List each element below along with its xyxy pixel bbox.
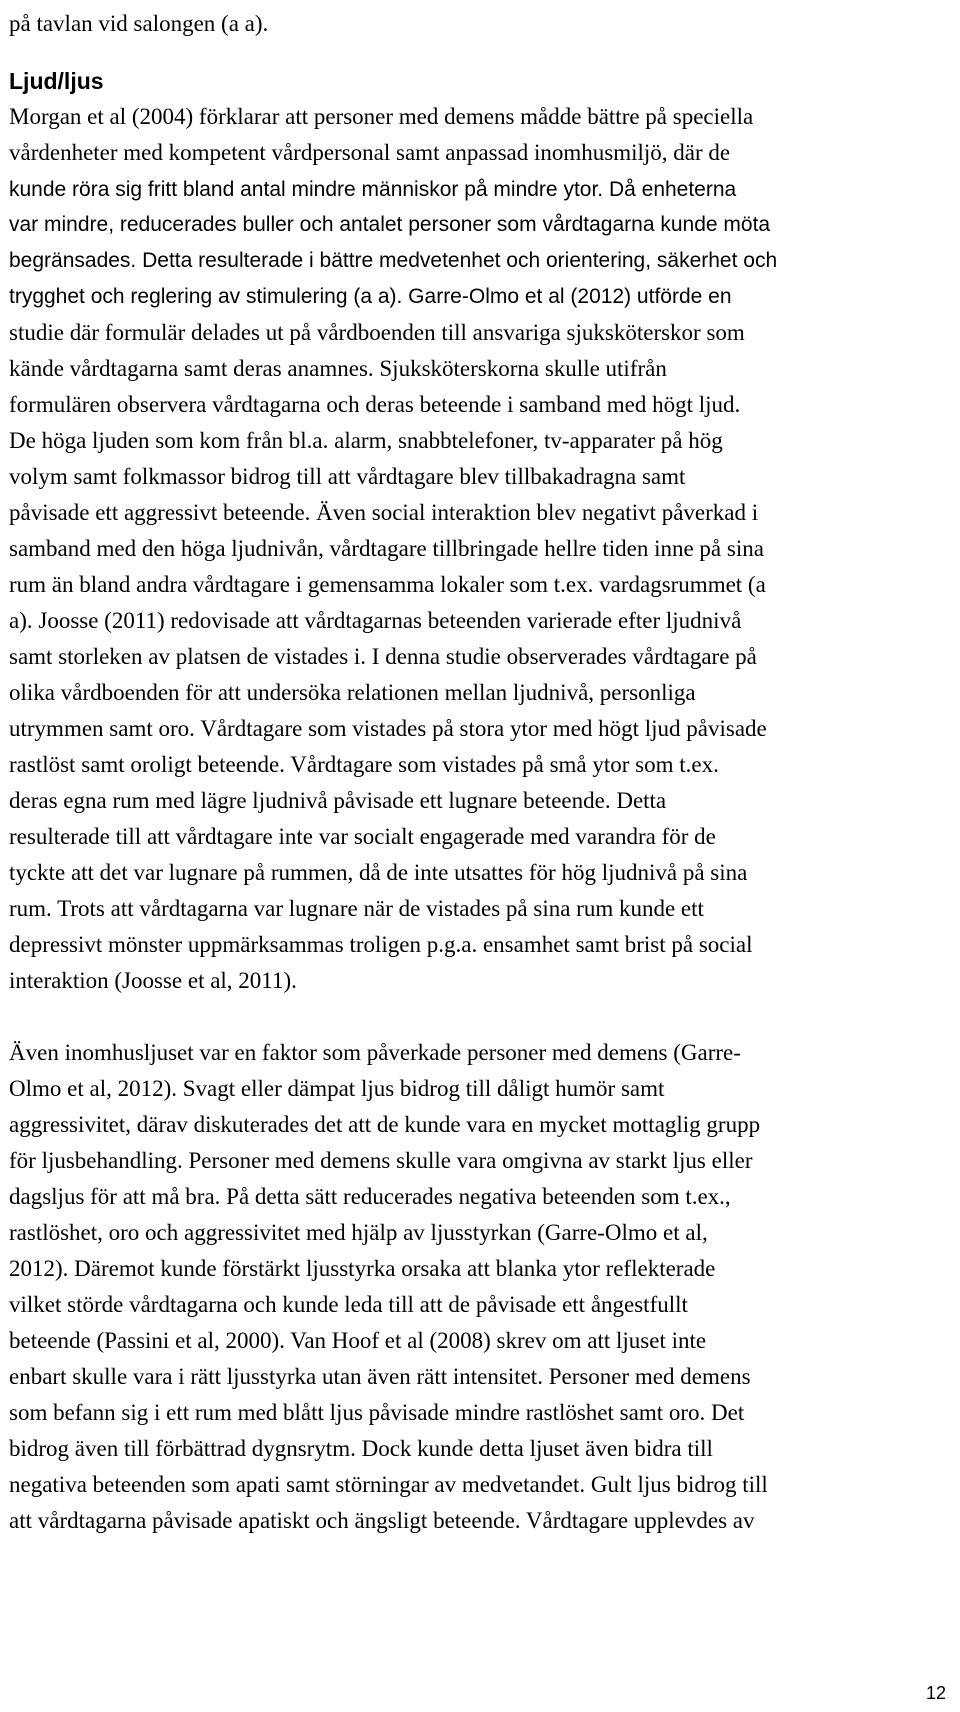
section-heading: Ljud/ljus	[9, 68, 104, 94]
top-line: på tavlan vid salongen (a a).	[9, 11, 269, 36]
text-line: att vårdtagarna påvisade apatiskt och ängsligt beteende. Vårdtagare upplevdes av	[9, 1508, 755, 1533]
text-line: volym samt folkmassor bidrog till att vårdtagare blev tillbakadragna samt	[9, 464, 686, 489]
text-line: vårdenheter med kompetent vårdpersonal samt anpassad inomhusmiljö, där de	[9, 140, 731, 165]
text-line: utrymmen samt oro. Vårdtagare som vistades på stora ytor med högt ljud påvisade	[9, 716, 767, 741]
text-line: rastlöst samt oroligt beteende. Vårdtagare som vistades på små ytor som t.ex.	[9, 752, 719, 777]
text-line: depressivt mönster uppmärksammas troligen p.g.a. ensamhet samt brist på social	[9, 932, 753, 957]
text-line: interaktion (Joosse et al, 2011).	[9, 968, 297, 993]
text-line: 2012). Däremot kunde förstärkt ljusstyrka orsaka att blanka ytor reflekterade	[9, 1256, 716, 1281]
text-line: påvisade ett aggressivt beteende. Även social interaktion blev negativt påverkad i	[9, 500, 759, 525]
text-line: Olmo et al, 2012). Svagt eller dämpat ljus bidrog till dåligt humör samt	[9, 1076, 665, 1101]
text-line: kände vårdtagarna samt deras anamnes. Sjuksköterskorna skulle utifrån	[9, 356, 667, 381]
paragraph-ljud	[9, 99, 949, 999]
text-line: rum än bland andra vårdtagare i gemensamma lokaler som t.ex. vardagsrummet (a	[9, 572, 766, 597]
page-number: 12	[925, 1683, 946, 1703]
text-line: formulären observera vårdtagarna och deras beteende i samband med högt ljud.	[9, 392, 741, 417]
text-line: De höga ljuden som kom från bl.a. alarm, snabbtelefoner, tv-apparater på hög	[9, 428, 723, 453]
text-line: samband med den höga ljudnivån, vårdtagare tillbringade hellre tiden inne på sina	[9, 536, 764, 561]
text-line: rastlöshet, oro och aggressivitet med hjälp av ljusstyrkan (Garre-Olmo et al,	[9, 1220, 708, 1245]
text-line: rum. Trots att vårdtagarna var lugnare när de vistades på sina rum kunde ett	[9, 896, 704, 921]
text-line: var mindre, reducerades buller och antalet personer som vårdtagarna kunde möta	[9, 213, 771, 236]
paragraph-ljus	[9, 1035, 949, 1539]
text-line: begränsades. Detta resulterade i bättre medvetenhet och orientering, säkerhet och	[9, 249, 778, 272]
text-line: bidrog även till förbättrad dygnsrytm. Dock kunde detta ljuset även bidra till	[9, 1436, 713, 1461]
text-line: beteende (Passini et al, 2000). Van Hoof et al (2008) skrev om att ljuset inte	[9, 1328, 707, 1353]
text-line: samt storleken av platsen de vistades i. I denna studie observerades vårdtagare på	[9, 644, 757, 669]
document-page	[9, 0, 949, 1539]
text-line: som befann sig i ett rum med blått ljus påvisade mindre rastlöshet samt oro. Det	[9, 1400, 745, 1425]
text-line: aggressivitet, därav diskuterades det att de kunde vara en mycket mottaglig grupp	[9, 1112, 761, 1137]
text-line: Morgan et al (2004) förklarar att personer med demens mådde bättre på speciella	[9, 104, 754, 129]
text-line: vilket störde vårdtagarna och kunde leda till att de påvisade ett ångestfullt	[9, 1292, 688, 1317]
text-line: tyckte att det var lugnare på rummen, då de inte utsattes för hög ljudnivå på sina	[9, 860, 748, 885]
text-line: trygghet och reglering av stimulering (a a). Garre-Olmo et al (2012) utförde en	[9, 285, 732, 308]
text-line: Även inomhusljuset var en faktor som påverkade personer med demens (Garre-	[9, 1040, 741, 1065]
text-line: negativa beteenden som apati samt störningar av medvetandet. Gult ljus bidrog till	[9, 1472, 768, 1497]
text-line-segment: kunde röra sig fritt bland antal mindre människor på mindre ytor. Då enheterna	[9, 178, 737, 201]
text-line: deras egna rum med lägre ljudnivå påvisade ett lugnare beteende. Detta	[9, 788, 667, 813]
text-line: enbart skulle vara i rätt ljusstyrka utan även rätt intensitet. Personer med demens	[9, 1364, 751, 1389]
text-line: resulterade till att vårdtagare inte var socialt engagerade med varandra för de	[9, 824, 716, 849]
text-line: a). Joosse (2011) redovisade att vårdtagarnas beteenden varierade efter ljudnivå	[9, 608, 742, 633]
text-line: olika vårdboenden för att undersöka relationen mellan ljudnivå, personliga	[9, 680, 696, 705]
text-line: för ljusbehandling. Personer med demens skulle vara omgivna av starkt ljus eller	[9, 1148, 753, 1173]
text-line: dagsljus för att må bra. På detta sätt reducerades negativa beteenden som t.ex.,	[9, 1184, 731, 1209]
text-line: studie där formulär delades ut på vårdboenden till ansvariga sjuksköterskor som	[9, 320, 745, 345]
text-line	[9, 171, 949, 207]
